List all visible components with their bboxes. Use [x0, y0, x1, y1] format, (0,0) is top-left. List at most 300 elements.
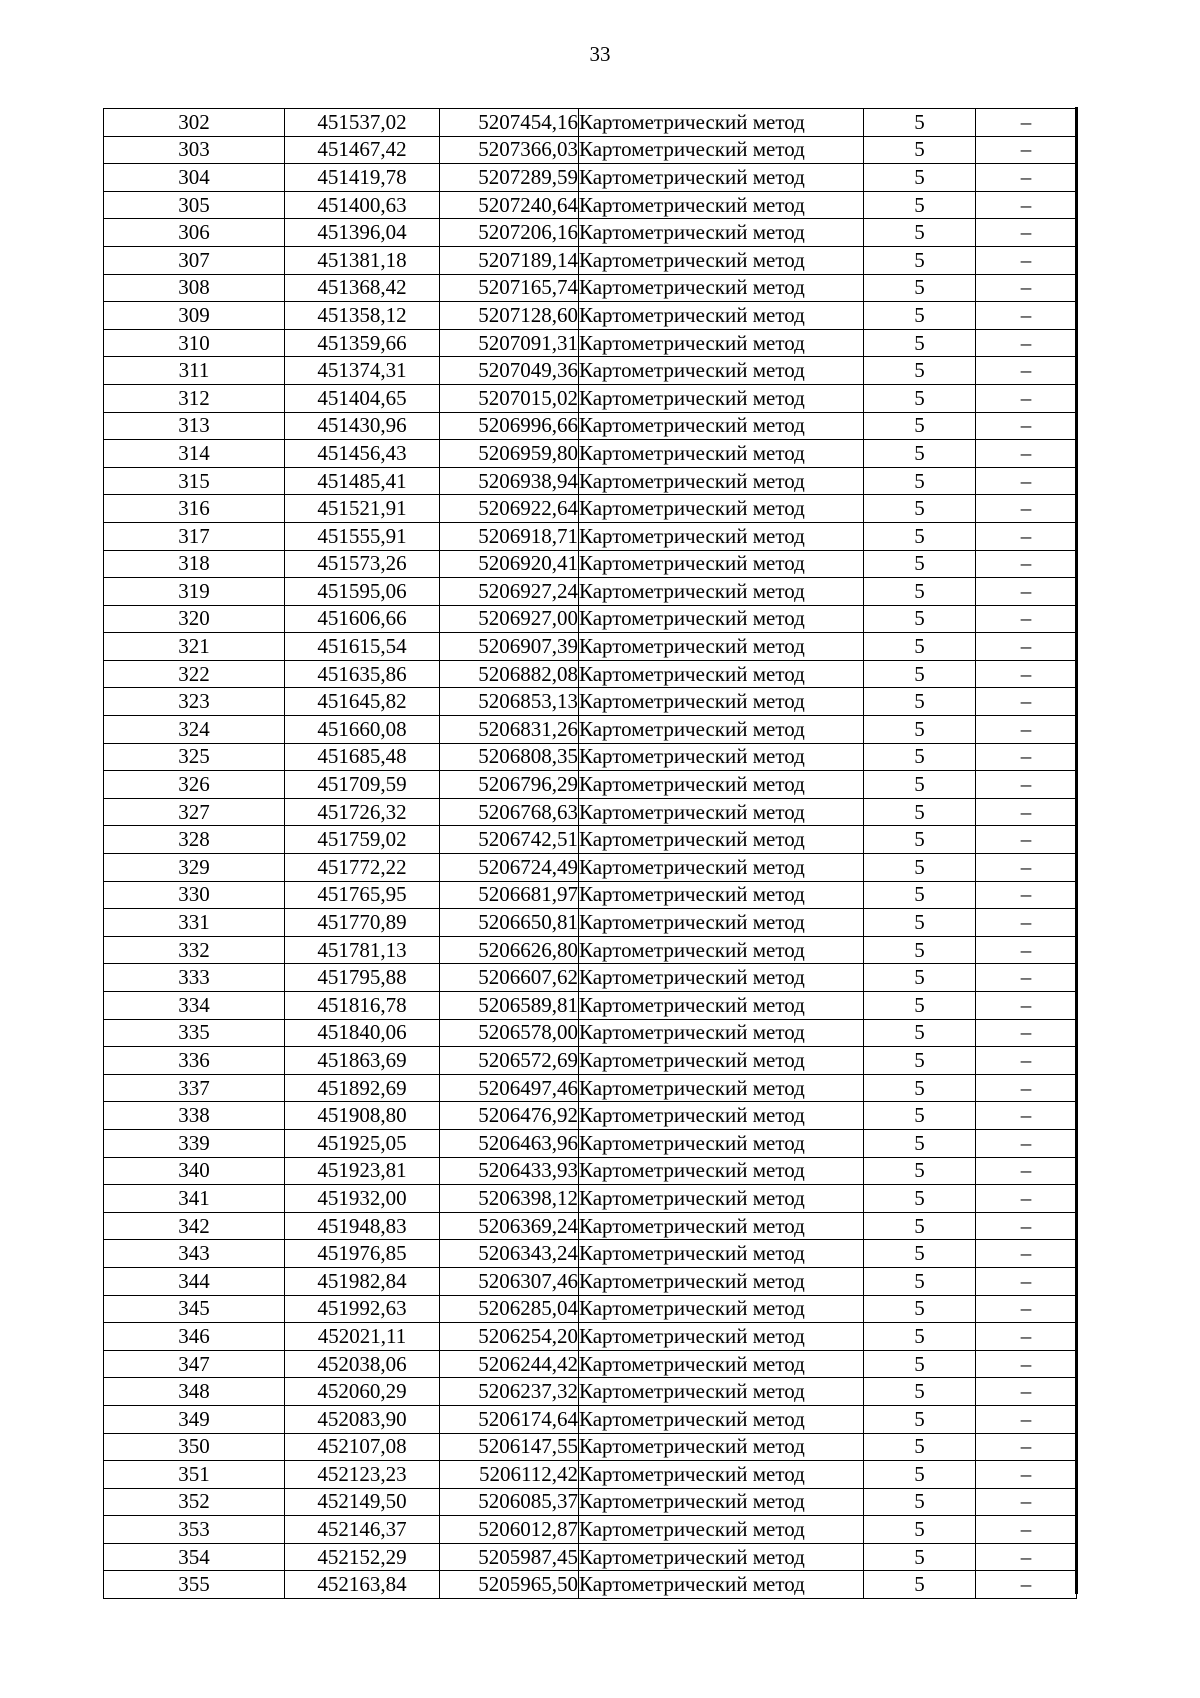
method-cell: Картометрический метод	[579, 1350, 864, 1378]
table-row	[104, 688, 1077, 716]
method-cell: Картометрический метод	[579, 495, 864, 523]
method-cell: Картометрический метод	[579, 1185, 864, 1213]
page-number: 33	[589, 42, 611, 66]
y-coordinate-cell: 5206307,46	[440, 1267, 579, 1295]
table-row	[104, 550, 1077, 578]
note-cell: –	[976, 1102, 1077, 1130]
table-row	[104, 1212, 1077, 1240]
y-coordinate-cell: 5207091,31	[440, 329, 579, 357]
x-coordinate-cell: 451982,84	[285, 1267, 440, 1295]
note-cell: –	[976, 909, 1077, 937]
method-cell: Картометрический метод	[579, 1212, 864, 1240]
method-cell: Картометрический метод	[579, 992, 864, 1020]
x-coordinate-cell: 451770,89	[285, 909, 440, 937]
point-number-cell: 352	[104, 1488, 285, 1516]
accuracy-cell: 5	[864, 881, 976, 909]
accuracy-cell: 5	[864, 550, 976, 578]
method-cell: Картометрический метод	[579, 1543, 864, 1571]
y-coordinate-cell: 5206796,29	[440, 771, 579, 799]
accuracy-cell: 5	[864, 1488, 976, 1516]
note-cell: –	[976, 605, 1077, 633]
table-row	[104, 1516, 1077, 1544]
method-cell: Картометрический метод	[579, 798, 864, 826]
note-cell: –	[976, 440, 1077, 468]
y-coordinate-cell: 5207240,64	[440, 191, 579, 219]
y-coordinate-cell: 5205965,50	[440, 1571, 579, 1599]
y-coordinate-cell: 5206808,35	[440, 743, 579, 771]
accuracy-cell: 5	[864, 660, 976, 688]
y-coordinate-cell: 5206922,64	[440, 495, 579, 523]
accuracy-cell: 5	[864, 1543, 976, 1571]
x-coordinate-cell: 452163,84	[285, 1571, 440, 1599]
x-coordinate-cell: 451685,48	[285, 743, 440, 771]
table-row	[104, 716, 1077, 744]
note-cell: –	[976, 578, 1077, 606]
accuracy-cell: 5	[864, 1102, 976, 1130]
point-number-cell: 347	[104, 1350, 285, 1378]
x-coordinate-cell: 451521,91	[285, 495, 440, 523]
x-coordinate-cell: 451759,02	[285, 826, 440, 854]
accuracy-cell: 5	[864, 1074, 976, 1102]
note-cell: –	[976, 881, 1077, 909]
y-coordinate-cell: 5206907,39	[440, 633, 579, 661]
y-coordinate-cell: 5206398,12	[440, 1185, 579, 1213]
method-cell: Картометрический метод	[579, 136, 864, 164]
point-number-cell: 306	[104, 219, 285, 247]
x-coordinate-cell: 451358,12	[285, 302, 440, 330]
coordinates-table-body	[104, 109, 1077, 1599]
point-number-cell: 343	[104, 1240, 285, 1268]
accuracy-cell: 5	[864, 274, 976, 302]
x-coordinate-cell: 451467,42	[285, 136, 440, 164]
method-cell: Картометрический метод	[579, 440, 864, 468]
x-coordinate-cell: 452123,23	[285, 1461, 440, 1489]
y-coordinate-cell: 5206497,46	[440, 1074, 579, 1102]
x-coordinate-cell: 451709,59	[285, 771, 440, 799]
note-cell: –	[976, 1129, 1077, 1157]
note-cell: –	[976, 1074, 1077, 1102]
note-cell: –	[976, 1267, 1077, 1295]
point-number-cell: 310	[104, 329, 285, 357]
table-row	[104, 1019, 1077, 1047]
point-number-cell: 318	[104, 550, 285, 578]
y-coordinate-cell: 5206572,69	[440, 1047, 579, 1075]
method-cell: Картометрический метод	[579, 1405, 864, 1433]
accuracy-cell: 5	[864, 1240, 976, 1268]
table-row	[104, 881, 1077, 909]
y-coordinate-cell: 5206959,80	[440, 440, 579, 468]
point-number-cell: 335	[104, 1019, 285, 1047]
point-number-cell: 322	[104, 660, 285, 688]
point-number-cell: 338	[104, 1102, 285, 1130]
table-row	[104, 109, 1077, 137]
x-coordinate-cell: 451795,88	[285, 964, 440, 992]
table-row	[104, 1157, 1077, 1185]
y-coordinate-cell: 5206882,08	[440, 660, 579, 688]
table-right-border	[1075, 107, 1078, 1594]
point-number-cell: 341	[104, 1185, 285, 1213]
point-number-cell: 302	[104, 109, 285, 137]
y-coordinate-cell: 5207366,03	[440, 136, 579, 164]
y-coordinate-cell: 5206112,42	[440, 1461, 579, 1489]
note-cell: –	[976, 936, 1077, 964]
note-cell: –	[976, 302, 1077, 330]
point-number-cell: 326	[104, 771, 285, 799]
x-coordinate-cell: 451537,02	[285, 109, 440, 137]
accuracy-cell: 5	[864, 826, 976, 854]
note-cell: –	[976, 633, 1077, 661]
table-row	[104, 219, 1077, 247]
y-coordinate-cell: 5206147,55	[440, 1433, 579, 1461]
point-number-cell: 348	[104, 1378, 285, 1406]
method-cell: Картометрический метод	[579, 1461, 864, 1489]
x-coordinate-cell: 451381,18	[285, 246, 440, 274]
accuracy-cell: 5	[864, 798, 976, 826]
point-number-cell: 317	[104, 522, 285, 550]
accuracy-cell: 5	[864, 467, 976, 495]
method-cell: Картометрический метод	[579, 854, 864, 882]
point-number-cell: 334	[104, 992, 285, 1020]
x-coordinate-cell: 451404,65	[285, 384, 440, 412]
point-number-cell: 349	[104, 1405, 285, 1433]
accuracy-cell: 5	[864, 1378, 976, 1406]
point-number-cell: 304	[104, 164, 285, 192]
note-cell: –	[976, 357, 1077, 385]
note-cell: –	[976, 495, 1077, 523]
x-coordinate-cell: 452152,29	[285, 1543, 440, 1571]
point-number-cell: 328	[104, 826, 285, 854]
table-row	[104, 743, 1077, 771]
accuracy-cell: 5	[864, 109, 976, 137]
method-cell: Картометрический метод	[579, 357, 864, 385]
table-row	[104, 1433, 1077, 1461]
y-coordinate-cell: 5206589,81	[440, 992, 579, 1020]
x-coordinate-cell: 451595,06	[285, 578, 440, 606]
y-coordinate-cell: 5206831,26	[440, 716, 579, 744]
x-coordinate-cell: 451645,82	[285, 688, 440, 716]
accuracy-cell: 5	[864, 1571, 976, 1599]
accuracy-cell: 5	[864, 522, 976, 550]
x-coordinate-cell: 451419,78	[285, 164, 440, 192]
y-coordinate-cell: 5206681,97	[440, 881, 579, 909]
note-cell: –	[976, 384, 1077, 412]
table-row	[104, 1295, 1077, 1323]
x-coordinate-cell: 452060,29	[285, 1378, 440, 1406]
y-coordinate-cell: 5207165,74	[440, 274, 579, 302]
table-row	[104, 440, 1077, 468]
y-coordinate-cell: 5206650,81	[440, 909, 579, 937]
x-coordinate-cell: 451932,00	[285, 1185, 440, 1213]
y-coordinate-cell: 5206742,51	[440, 826, 579, 854]
note-cell: –	[976, 109, 1077, 137]
table-row	[104, 660, 1077, 688]
point-number-cell: 355	[104, 1571, 285, 1599]
x-coordinate-cell: 451781,13	[285, 936, 440, 964]
x-coordinate-cell: 451368,42	[285, 274, 440, 302]
x-coordinate-cell: 451615,54	[285, 633, 440, 661]
note-cell: –	[976, 826, 1077, 854]
table-row	[104, 909, 1077, 937]
note-cell: –	[976, 1185, 1077, 1213]
table-row	[104, 633, 1077, 661]
method-cell: Картометрический метод	[579, 1157, 864, 1185]
method-cell: Картометрический метод	[579, 964, 864, 992]
x-coordinate-cell: 451635,86	[285, 660, 440, 688]
x-coordinate-cell: 451374,31	[285, 357, 440, 385]
note-cell: –	[976, 412, 1077, 440]
x-coordinate-cell: 451892,69	[285, 1074, 440, 1102]
table-row	[104, 1543, 1077, 1571]
method-cell: Картометрический метод	[579, 771, 864, 799]
x-coordinate-cell: 451863,69	[285, 1047, 440, 1075]
point-number-cell: 337	[104, 1074, 285, 1102]
accuracy-cell: 5	[864, 688, 976, 716]
accuracy-cell: 5	[864, 164, 976, 192]
table-row	[104, 412, 1077, 440]
method-cell: Картометрический метод	[579, 1488, 864, 1516]
table-row	[104, 1571, 1077, 1599]
x-coordinate-cell: 451456,43	[285, 440, 440, 468]
point-number-cell: 344	[104, 1267, 285, 1295]
table-row	[104, 798, 1077, 826]
y-coordinate-cell: 5207189,14	[440, 246, 579, 274]
accuracy-cell: 5	[864, 1185, 976, 1213]
table-row	[104, 302, 1077, 330]
y-coordinate-cell: 5206085,37	[440, 1488, 579, 1516]
accuracy-cell: 5	[864, 384, 976, 412]
point-number-cell: 351	[104, 1461, 285, 1489]
accuracy-cell: 5	[864, 357, 976, 385]
method-cell: Картометрический метод	[579, 329, 864, 357]
accuracy-cell: 5	[864, 1405, 976, 1433]
x-coordinate-cell: 452149,50	[285, 1488, 440, 1516]
table-row	[104, 1350, 1077, 1378]
note-cell: –	[976, 1461, 1077, 1489]
y-coordinate-cell: 5206476,92	[440, 1102, 579, 1130]
x-coordinate-cell: 452107,08	[285, 1433, 440, 1461]
point-number-cell: 308	[104, 274, 285, 302]
point-number-cell: 321	[104, 633, 285, 661]
accuracy-cell: 5	[864, 1267, 976, 1295]
accuracy-cell: 5	[864, 412, 976, 440]
accuracy-cell: 5	[864, 1047, 976, 1075]
x-coordinate-cell: 451726,32	[285, 798, 440, 826]
method-cell: Картометрический метод	[579, 164, 864, 192]
method-cell: Картометрический метод	[579, 109, 864, 137]
y-coordinate-cell: 5206996,66	[440, 412, 579, 440]
method-cell: Картометрический метод	[579, 550, 864, 578]
point-number-cell: 333	[104, 964, 285, 992]
accuracy-cell: 5	[864, 1350, 976, 1378]
method-cell: Картометрический метод	[579, 1019, 864, 1047]
x-coordinate-cell: 452038,06	[285, 1350, 440, 1378]
table-row	[104, 964, 1077, 992]
x-coordinate-cell: 451816,78	[285, 992, 440, 1020]
accuracy-cell: 5	[864, 246, 976, 274]
method-cell: Картометрический метод	[579, 1047, 864, 1075]
accuracy-cell: 5	[864, 992, 976, 1020]
accuracy-cell: 5	[864, 1019, 976, 1047]
table-row	[104, 1488, 1077, 1516]
table-row	[104, 164, 1077, 192]
note-cell: –	[976, 743, 1077, 771]
table-row	[104, 936, 1077, 964]
x-coordinate-cell: 451396,04	[285, 219, 440, 247]
point-number-cell: 309	[104, 302, 285, 330]
table-row	[104, 1461, 1077, 1489]
point-number-cell: 354	[104, 1543, 285, 1571]
note-cell: –	[976, 660, 1077, 688]
method-cell: Картометрический метод	[579, 1267, 864, 1295]
x-coordinate-cell: 451923,81	[285, 1157, 440, 1185]
table-row	[104, 1047, 1077, 1075]
accuracy-cell: 5	[864, 1129, 976, 1157]
accuracy-cell: 5	[864, 743, 976, 771]
note-cell: –	[976, 1433, 1077, 1461]
x-coordinate-cell: 451908,80	[285, 1102, 440, 1130]
method-cell: Картометрический метод	[579, 743, 864, 771]
y-coordinate-cell: 5206853,13	[440, 688, 579, 716]
point-number-cell: 340	[104, 1157, 285, 1185]
x-coordinate-cell: 452021,11	[285, 1323, 440, 1351]
note-cell: –	[976, 716, 1077, 744]
table-row	[104, 467, 1077, 495]
note-cell: –	[976, 550, 1077, 578]
point-number-cell: 313	[104, 412, 285, 440]
method-cell: Картометрический метод	[579, 412, 864, 440]
x-coordinate-cell: 451485,41	[285, 467, 440, 495]
point-number-cell: 329	[104, 854, 285, 882]
x-coordinate-cell: 451359,66	[285, 329, 440, 357]
accuracy-cell: 5	[864, 605, 976, 633]
method-cell: Картометрический метод	[579, 660, 864, 688]
method-cell: Картометрический метод	[579, 1516, 864, 1544]
y-coordinate-cell: 5207289,59	[440, 164, 579, 192]
y-coordinate-cell: 5207128,60	[440, 302, 579, 330]
note-cell: –	[976, 964, 1077, 992]
method-cell: Картометрический метод	[579, 1378, 864, 1406]
method-cell: Картометрический метод	[579, 1571, 864, 1599]
accuracy-cell: 5	[864, 191, 976, 219]
point-number-cell: 319	[104, 578, 285, 606]
accuracy-cell: 5	[864, 578, 976, 606]
method-cell: Картометрический метод	[579, 467, 864, 495]
note-cell: –	[976, 854, 1077, 882]
accuracy-cell: 5	[864, 854, 976, 882]
x-coordinate-cell: 452083,90	[285, 1405, 440, 1433]
method-cell: Картометрический метод	[579, 191, 864, 219]
y-coordinate-cell: 5206768,63	[440, 798, 579, 826]
point-number-cell: 324	[104, 716, 285, 744]
table-row	[104, 384, 1077, 412]
table-row	[104, 1323, 1077, 1351]
method-cell: Картометрический метод	[579, 1323, 864, 1351]
note-cell: –	[976, 191, 1077, 219]
accuracy-cell: 5	[864, 302, 976, 330]
table-row	[104, 826, 1077, 854]
note-cell: –	[976, 136, 1077, 164]
point-number-cell: 336	[104, 1047, 285, 1075]
method-cell: Картометрический метод	[579, 1102, 864, 1130]
table-row	[104, 522, 1077, 550]
method-cell: Картометрический метод	[579, 909, 864, 937]
method-cell: Картометрический метод	[579, 274, 864, 302]
x-coordinate-cell: 451840,06	[285, 1019, 440, 1047]
method-cell: Картометрический метод	[579, 219, 864, 247]
point-number-cell: 353	[104, 1516, 285, 1544]
point-number-cell: 346	[104, 1323, 285, 1351]
y-coordinate-cell: 5206724,49	[440, 854, 579, 882]
point-number-cell: 323	[104, 688, 285, 716]
note-cell: –	[976, 1157, 1077, 1185]
accuracy-cell: 5	[864, 1295, 976, 1323]
y-coordinate-cell: 5206920,41	[440, 550, 579, 578]
note-cell: –	[976, 1516, 1077, 1544]
method-cell: Картометрический метод	[579, 246, 864, 274]
accuracy-cell: 5	[864, 936, 976, 964]
y-coordinate-cell: 5206938,94	[440, 467, 579, 495]
accuracy-cell: 5	[864, 716, 976, 744]
x-coordinate-cell: 451992,63	[285, 1295, 440, 1323]
y-coordinate-cell: 5205987,45	[440, 1543, 579, 1571]
x-coordinate-cell: 451976,85	[285, 1240, 440, 1268]
method-cell: Картометрический метод	[579, 826, 864, 854]
method-cell: Картометрический метод	[579, 1433, 864, 1461]
y-coordinate-cell: 5206463,96	[440, 1129, 579, 1157]
accuracy-cell: 5	[864, 1433, 976, 1461]
x-coordinate-cell: 452146,37	[285, 1516, 440, 1544]
note-cell: –	[976, 1405, 1077, 1433]
y-coordinate-cell: 5207015,02	[440, 384, 579, 412]
table-row	[104, 191, 1077, 219]
y-coordinate-cell: 5207049,36	[440, 357, 579, 385]
note-cell: –	[976, 522, 1077, 550]
table-row	[104, 578, 1077, 606]
table-row	[104, 495, 1077, 523]
x-coordinate-cell: 451606,66	[285, 605, 440, 633]
table-row	[104, 1267, 1077, 1295]
method-cell: Картометрический метод	[579, 881, 864, 909]
table-row	[104, 1129, 1077, 1157]
note-cell: –	[976, 1212, 1077, 1240]
point-number-cell: 311	[104, 357, 285, 385]
note-cell: –	[976, 992, 1077, 1020]
note-cell: –	[976, 798, 1077, 826]
point-number-cell: 331	[104, 909, 285, 937]
table-row	[104, 1074, 1077, 1102]
method-cell: Картометрический метод	[579, 1074, 864, 1102]
x-coordinate-cell: 451925,05	[285, 1129, 440, 1157]
y-coordinate-cell: 5206012,87	[440, 1516, 579, 1544]
point-number-cell: 315	[104, 467, 285, 495]
note-cell: –	[976, 1240, 1077, 1268]
table-row	[104, 1102, 1077, 1130]
point-number-cell: 320	[104, 605, 285, 633]
method-cell: Картометрический метод	[579, 633, 864, 661]
accuracy-cell: 5	[864, 495, 976, 523]
method-cell: Картометрический метод	[579, 1295, 864, 1323]
point-number-cell: 325	[104, 743, 285, 771]
point-number-cell: 332	[104, 936, 285, 964]
method-cell: Картометрический метод	[579, 384, 864, 412]
y-coordinate-cell: 5206244,42	[440, 1350, 579, 1378]
note-cell: –	[976, 1295, 1077, 1323]
accuracy-cell: 5	[864, 1461, 976, 1489]
note-cell: –	[976, 1378, 1077, 1406]
accuracy-cell: 5	[864, 909, 976, 937]
table-row	[104, 854, 1077, 882]
y-coordinate-cell: 5207454,16	[440, 109, 579, 137]
